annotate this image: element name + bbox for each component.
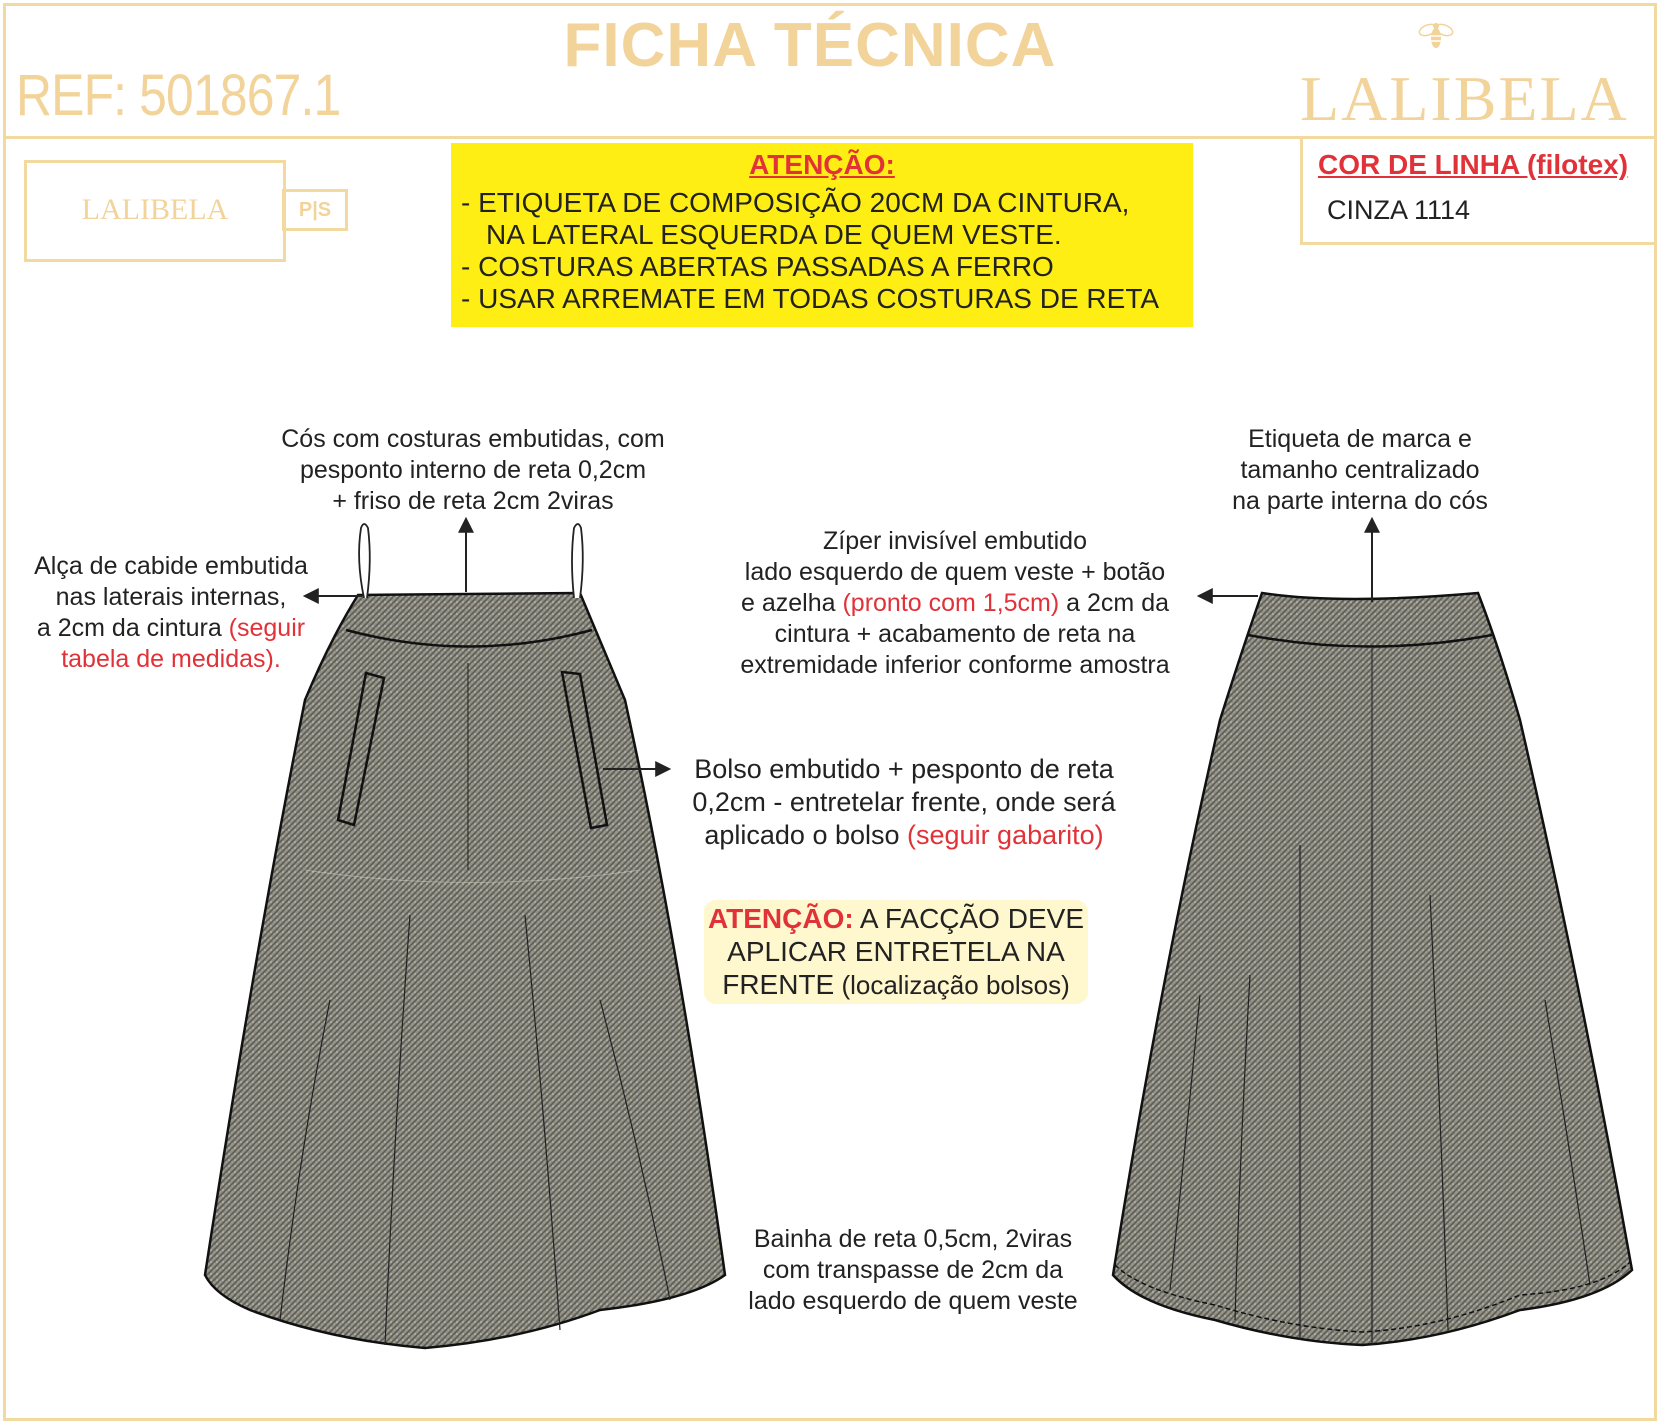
facing-notice	[704, 902, 1088, 1002]
front-skirt-body	[205, 593, 725, 1348]
attention-line: NA LATERAL ESQUERDA DE QUEM VESTE.	[486, 219, 1062, 250]
brand-logo: LALIBELA	[1300, 63, 1629, 134]
left-hanger-loop	[359, 524, 370, 598]
annotation-line: e azelha (pronto com 1,5cm) a 2cm da	[741, 589, 1169, 617]
annotation-line: aplicado o bolso (seguir gabarito)	[704, 820, 1104, 850]
attention-line: - USAR ARREMATE EM TODAS COSTURAS DE RETA	[461, 283, 1160, 314]
annotation-line: lado esquerdo de quem veste	[748, 1287, 1078, 1315]
annotation-line: Zíper invisível embutido	[822, 527, 1087, 555]
annotation-line: tabela de medidas).	[61, 645, 281, 673]
thread-color-title: COR DE LINHA (filotex)	[1318, 149, 1629, 180]
attention-line: - COSTURAS ABERTAS PASSADAS A FERRO	[461, 251, 1054, 282]
annotation-line: Bainha de reta 0,5cm, 2viras	[753, 1225, 1073, 1253]
annotation-line: na parte interna do cós	[1232, 487, 1488, 515]
right-hanger-loop	[572, 524, 583, 598]
zipper-annotation	[700, 526, 1210, 681]
annotation-line: ATENÇÃO: A FACÇÃO DEVE	[708, 903, 1084, 934]
annotation-line: cintura + acabamento de reta na	[774, 620, 1136, 648]
annotation-line: tamanho centralizado	[1240, 456, 1480, 484]
thread-color-value: CINZA 1114	[1327, 195, 1471, 225]
annotation-line: APLICAR ENTRETELA NA	[727, 936, 1065, 967]
size-tag: P|S	[282, 189, 348, 231]
annotation-line: FRENTE (localização bolsos)	[722, 969, 1070, 1000]
annotation-line: Alça de cabide embutida	[34, 552, 308, 580]
facing-notice-box	[704, 900, 1088, 1004]
hem-annotation	[720, 1224, 1106, 1317]
annotation-line: extremidade inferior conforme amostra	[740, 651, 1170, 679]
pocket-annotation	[664, 753, 1144, 852]
annotation-line: a 2cm da cintura (seguir	[36, 614, 306, 642]
annotation-line: lado esquerdo de quem veste + botão	[744, 558, 1166, 586]
attention-line: - ETIQUETA DE COMPOSIÇÃO 20CM DA CINTURA,	[461, 187, 1130, 218]
annotation-line: Bolso embutido + pesponto de reta	[694, 754, 1114, 784]
back-skirt	[1113, 593, 1632, 1345]
reference-code: REF: 501867.1	[16, 63, 341, 128]
annotation-line: 0,2cm - entretelar frente, onde será	[692, 787, 1116, 817]
annotation-line: Etiqueta de marca e	[1248, 425, 1472, 453]
page-title: FICHA TÉCNICA	[563, 11, 1057, 80]
annotation-line: + friso de reta 2cm 2viras	[332, 487, 614, 515]
annotation-line: com transpasse de 2cm da	[762, 1256, 1064, 1284]
waistband-annotation	[248, 424, 698, 517]
annotation-line: nas laterais internas,	[55, 583, 287, 611]
label-tag-annotation	[1200, 424, 1520, 517]
attention-title: ATENÇÃO:	[749, 149, 895, 180]
label-brand-text: LALIBELA	[81, 193, 229, 226]
annotation-line: Cós com costuras embutidas, com	[281, 425, 665, 453]
hanger-loop-annotation	[18, 551, 324, 675]
annotation-line: pesponto interno de reta 0,2cm	[299, 456, 647, 484]
